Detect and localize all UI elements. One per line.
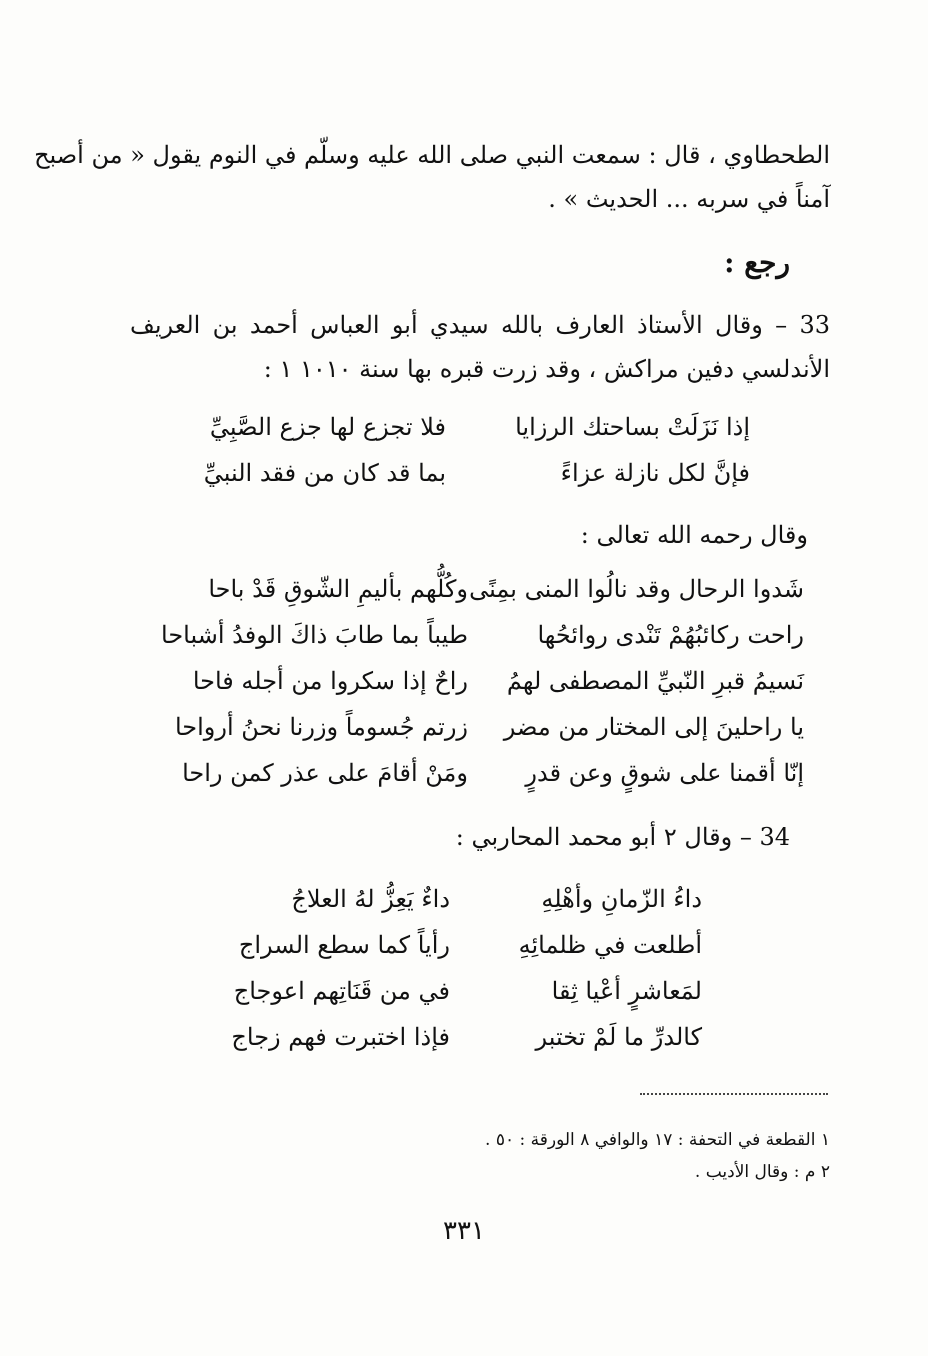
hemistich-first: لمَعاشرٍ أعْيا ثِقا [551,977,702,1005]
hemistich-second: فلا تجزع لها جزع الصَّبِيِّ [209,413,446,441]
hemistich-second: زرتم جُسوماً وزرنا نحنُ أرواحا [174,713,468,741]
hemistich-first: أطلعت في ظلمائِهِ [518,931,702,959]
hemistich-second: طيباً بما طابَ ذاكَ الوفدُ أشباحا [161,621,468,649]
footnote-1: ١ القطعة في التحفة : ١٧ والوافي ٨ الورقة : ٥٠ . [485,1130,830,1150]
footnote-separator [640,1093,828,1095]
hemistich-first: راحت ركائبُهُمْ تَنْدى روائحُها [537,621,804,649]
hemistich-first: داءُ الزّمانِ وأهْلِهِ [541,885,702,913]
hemistich-second: ومَنْ أقامَ على عذر كمن راحا [182,759,468,787]
hemistich-second: وكُلُّهم بأليمِ الشّوقِ قَدْ باحا [208,575,468,603]
entry-33-line-1: 33 – وقال الأستاذ العارف بالله سيدي أبو العباس أحمد بن العريف [130,311,830,339]
hemistich-second: داءٌ يَعِزُّ لهُ العلاجُ [291,885,450,913]
intro-line: وقال رحمه الله تعالى : [580,521,808,549]
hemistich-second: راحٌ إذا سكروا من أجله فاحا [192,667,468,695]
paragraph-1-line-1: الطحطاوي ، قال : سمعت النبي صلى الله عليه وسلّم في النوم يقول « من أصبح [34,141,830,169]
hemistich-first: كالدرِّ ما لَمْ تختبر [535,1023,702,1051]
entry-33-line-2: الأندلسي دفين مراكش ، وقد زرت قبره بها سنة ١٠١٠ ١ : [263,355,830,383]
hemistich-second: في من قَنَاتِهم اعوجاج [233,977,450,1005]
hemistich-first: فإنَّ لكل نازلة عزاءً [560,459,750,487]
hemistich-second: فإذا اختبرت فهم زجاج [231,1023,450,1051]
page-number: ٣٣١ [443,1216,485,1246]
hemistich-second: رأياً كما سطع السراج [238,931,450,959]
hemistich-second: بما قد كان من فقد النبيِّ [203,459,446,487]
hemistich-first: إنّا أقمنا على شوقٍ وعن قدرٍ [525,759,804,787]
section-heading: رجع : [724,246,790,279]
paragraph-1-line-2: آمناً في سربه ... الحديث » . [548,185,830,213]
hemistich-first: يا راحلينَ إلى المختار من مضر [503,713,804,741]
entry-34-line: 34 – وقال ٢ أبو محمد المحاربي : [455,823,790,851]
hemistich-first: إذا نَزَلَتْ بساحتك الرزايا [515,413,750,441]
hemistich-first: نَسيمُ قبرِ النّبيِّ المصطفى لهمُ [506,667,804,695]
footnote-2: ٢ م : وقال الأديب . [694,1162,830,1182]
hemistich-first: شَدوا الرحال وقد نالُوا المنى بمِنًى [469,575,804,603]
